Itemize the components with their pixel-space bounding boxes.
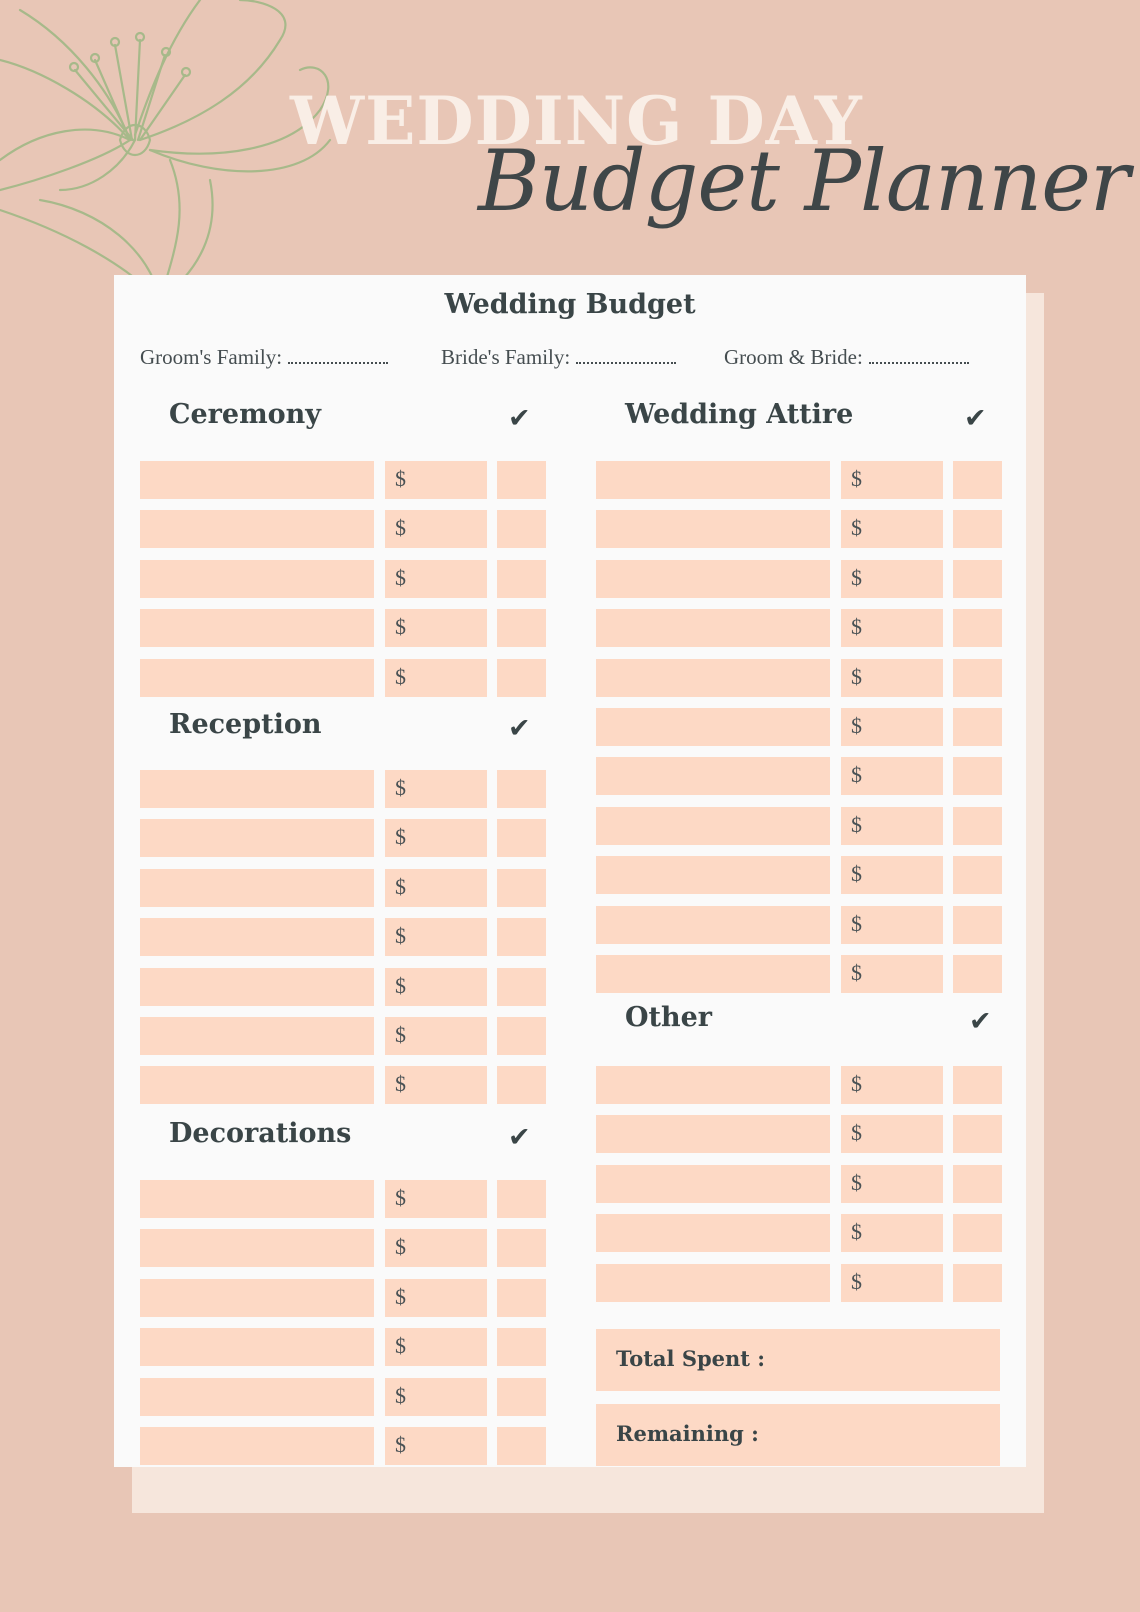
paid-checkbox[interactable]: [953, 807, 1002, 845]
paid-checkbox[interactable]: [953, 659, 1002, 697]
dollar-sign: $: [851, 1120, 862, 1146]
item-field[interactable]: [140, 1427, 374, 1465]
paid-checkbox[interactable]: [497, 461, 546, 499]
paid-checkbox[interactable]: [497, 819, 546, 857]
item-field[interactable]: [596, 1115, 830, 1153]
dollar-sign: $: [851, 762, 862, 788]
attire-check-icon: ✔: [964, 403, 987, 434]
groom-bride-label: Groom & Bride:: [724, 345, 863, 369]
card-title: Wedding Budget: [444, 289, 696, 320]
item-field[interactable]: [596, 1066, 830, 1104]
amount-field[interactable]: [841, 807, 943, 845]
item-field[interactable]: [140, 461, 374, 499]
paid-checkbox[interactable]: [497, 1427, 546, 1465]
item-field[interactable]: [140, 609, 374, 647]
groom-family-label: Groom's Family:: [140, 345, 283, 369]
dollar-sign: $: [851, 1219, 862, 1245]
amount-field[interactable]: [841, 708, 943, 746]
dollar-sign: $: [395, 564, 406, 590]
item-field[interactable]: [596, 609, 830, 647]
amount-field[interactable]: [385, 560, 487, 598]
dollar-sign: $: [851, 515, 862, 541]
lily-flower-illustration: [0, 0, 360, 320]
item-field[interactable]: [140, 1066, 374, 1104]
dollar-sign: $: [851, 614, 862, 640]
paid-checkbox[interactable]: [497, 659, 546, 697]
item-field[interactable]: [596, 1165, 830, 1203]
amount-field[interactable]: [841, 955, 943, 993]
remaining-label: Remaining :: [616, 1421, 759, 1446]
amount-field[interactable]: [841, 1214, 943, 1252]
amount-field[interactable]: [385, 968, 487, 1006]
amount-field[interactable]: [841, 757, 943, 795]
amount-field[interactable]: [385, 461, 487, 499]
amount-field[interactable]: [841, 461, 943, 499]
item-field[interactable]: [596, 955, 830, 993]
dollar-sign: $: [851, 663, 862, 689]
amount-field[interactable]: [385, 918, 487, 956]
amount-field[interactable]: [385, 1378, 487, 1416]
paid-checkbox[interactable]: [497, 1279, 546, 1317]
paid-checkbox[interactable]: [497, 1066, 546, 1104]
amount-field[interactable]: [841, 659, 943, 697]
dollar-sign: $: [851, 910, 862, 936]
paid-checkbox[interactable]: [953, 906, 1002, 944]
dollar-sign: $: [395, 972, 406, 998]
paid-checkbox[interactable]: [953, 560, 1002, 598]
reception-check-icon: ✔: [508, 713, 531, 744]
dollar-sign: $: [395, 775, 406, 800]
dollar-sign: $: [395, 1071, 406, 1097]
amount-field[interactable]: [385, 1427, 487, 1465]
dollar-sign: $: [395, 824, 406, 850]
item-field[interactable]: [596, 461, 830, 499]
amount-field[interactable]: [385, 659, 487, 697]
remaining-box[interactable]: [596, 1404, 1000, 1466]
dollar-sign: $: [851, 564, 862, 590]
dollar-sign: $: [395, 1021, 406, 1047]
paid-checkbox[interactable]: [497, 1229, 546, 1267]
paid-checkbox[interactable]: [497, 510, 546, 548]
item-field[interactable]: [140, 968, 374, 1006]
paid-checkbox[interactable]: [953, 856, 1002, 894]
section-title-decorations: Decorations: [169, 1118, 352, 1149]
paid-checkbox[interactable]: [953, 1214, 1002, 1252]
item-field[interactable]: [596, 757, 830, 795]
dollar-sign: $: [395, 466, 406, 491]
item-field[interactable]: [140, 770, 374, 808]
amount-field[interactable]: [385, 1180, 487, 1218]
bride-family-field[interactable]: [441, 345, 676, 370]
amount-field[interactable]: [841, 906, 943, 944]
budget-card: [114, 275, 1026, 1467]
dollar-sign: $: [851, 712, 862, 738]
ceremony-check-icon: ✔: [508, 403, 531, 434]
item-field[interactable]: [596, 856, 830, 894]
amount-field[interactable]: [385, 869, 487, 907]
paid-checkbox[interactable]: [953, 955, 1002, 993]
section-title-reception: Reception: [169, 709, 322, 740]
paid-checkbox[interactable]: [953, 461, 1002, 499]
bride-family-label: Bride's Family:: [441, 345, 571, 369]
item-field[interactable]: [140, 1229, 374, 1267]
dollar-sign: $: [851, 861, 862, 887]
amount-field[interactable]: [841, 1165, 943, 1203]
dollar-sign: $: [851, 1268, 862, 1294]
dollar-sign: $: [395, 1431, 406, 1457]
paid-checkbox[interactable]: [953, 609, 1002, 647]
item-field[interactable]: [140, 1279, 374, 1317]
paid-checkbox[interactable]: [497, 1378, 546, 1416]
amount-field[interactable]: [841, 510, 943, 548]
item-field[interactable]: [140, 1017, 374, 1055]
decorations-check-icon: ✔: [508, 1122, 531, 1153]
paid-checkbox[interactable]: [497, 968, 546, 1006]
paid-checkbox[interactable]: [497, 560, 546, 598]
groom-bride-field[interactable]: [724, 345, 969, 370]
item-field[interactable]: [140, 869, 374, 907]
dollar-sign: $: [851, 811, 862, 837]
item-field[interactable]: [596, 510, 830, 548]
paid-checkbox[interactable]: [497, 869, 546, 907]
dollar-sign: $: [395, 873, 406, 899]
amount-field[interactable]: [385, 1229, 487, 1267]
dollar-sign: $: [395, 1333, 406, 1359]
amount-field[interactable]: [841, 1264, 943, 1302]
amount-field[interactable]: [385, 819, 487, 857]
dollar-sign: $: [395, 1185, 406, 1210]
item-field[interactable]: [596, 906, 830, 944]
bride-family-blank[interactable]: [576, 352, 676, 364]
amount-field[interactable]: [385, 609, 487, 647]
dollar-sign: $: [395, 614, 406, 640]
item-field[interactable]: [596, 659, 830, 697]
paid-checkbox[interactable]: [953, 1264, 1002, 1302]
paid-checkbox[interactable]: [953, 1165, 1002, 1203]
item-field[interactable]: [140, 510, 374, 548]
total-spent-label: Total Spent :: [616, 1346, 766, 1371]
paid-checkbox[interactable]: [953, 1066, 1002, 1104]
title-budget-planner: Budget Planner: [478, 132, 1130, 230]
paid-checkbox[interactable]: [497, 1017, 546, 1055]
item-field[interactable]: [140, 1378, 374, 1416]
section-title-ceremony: Ceremony: [169, 399, 321, 430]
amount-field[interactable]: [385, 1066, 487, 1104]
dollar-sign: $: [395, 1234, 406, 1260]
item-field[interactable]: [140, 659, 374, 697]
amount-field[interactable]: [841, 1066, 943, 1104]
dollar-sign: $: [395, 923, 406, 949]
item-field[interactable]: [596, 807, 830, 845]
section-title-other: Other: [625, 1002, 713, 1033]
item-field[interactable]: [140, 918, 374, 956]
item-field[interactable]: [596, 1264, 830, 1302]
paid-checkbox[interactable]: [497, 1328, 546, 1366]
paid-checkbox[interactable]: [497, 770, 546, 808]
dollar-sign: $: [395, 1382, 406, 1408]
item-field[interactable]: [596, 560, 830, 598]
other-check-icon: ✔: [969, 1006, 992, 1037]
dollar-sign: $: [851, 1169, 862, 1195]
paid-checkbox[interactable]: [953, 510, 1002, 548]
item-field[interactable]: [140, 819, 374, 857]
paid-checkbox[interactable]: [953, 757, 1002, 795]
amount-field[interactable]: [385, 1279, 487, 1317]
item-field[interactable]: [140, 560, 374, 598]
dollar-sign: $: [395, 663, 406, 689]
groom-family-blank[interactable]: [288, 352, 388, 364]
paid-checkbox[interactable]: [497, 609, 546, 647]
dollar-sign: $: [851, 466, 862, 491]
total-spent-box[interactable]: [596, 1329, 1000, 1391]
item-field[interactable]: [596, 1214, 830, 1252]
paid-checkbox[interactable]: [953, 1115, 1002, 1153]
amount-field[interactable]: [841, 856, 943, 894]
title-wedding-day: WEDDING DAY: [290, 82, 863, 160]
paid-checkbox[interactable]: [497, 1180, 546, 1218]
paid-checkbox[interactable]: [497, 918, 546, 956]
item-field[interactable]: [140, 1328, 374, 1366]
amount-field[interactable]: [385, 770, 487, 808]
dollar-sign: $: [851, 1071, 862, 1096]
dollar-sign: $: [395, 515, 406, 541]
dollar-sign: $: [395, 1283, 406, 1309]
groom-family-field[interactable]: [140, 345, 388, 370]
dollar-sign: $: [851, 959, 862, 985]
paid-checkbox[interactable]: [953, 708, 1002, 746]
amount-field[interactable]: [385, 1017, 487, 1055]
item-field[interactable]: [596, 708, 830, 746]
amount-field[interactable]: [841, 609, 943, 647]
groom-bride-blank[interactable]: [869, 352, 969, 364]
amount-field[interactable]: [385, 1328, 487, 1366]
item-field[interactable]: [140, 1180, 374, 1218]
amount-field[interactable]: [841, 560, 943, 598]
amount-field[interactable]: [841, 1115, 943, 1153]
section-title-wedding-attire: Wedding Attire: [625, 399, 854, 430]
amount-field[interactable]: [385, 510, 487, 548]
